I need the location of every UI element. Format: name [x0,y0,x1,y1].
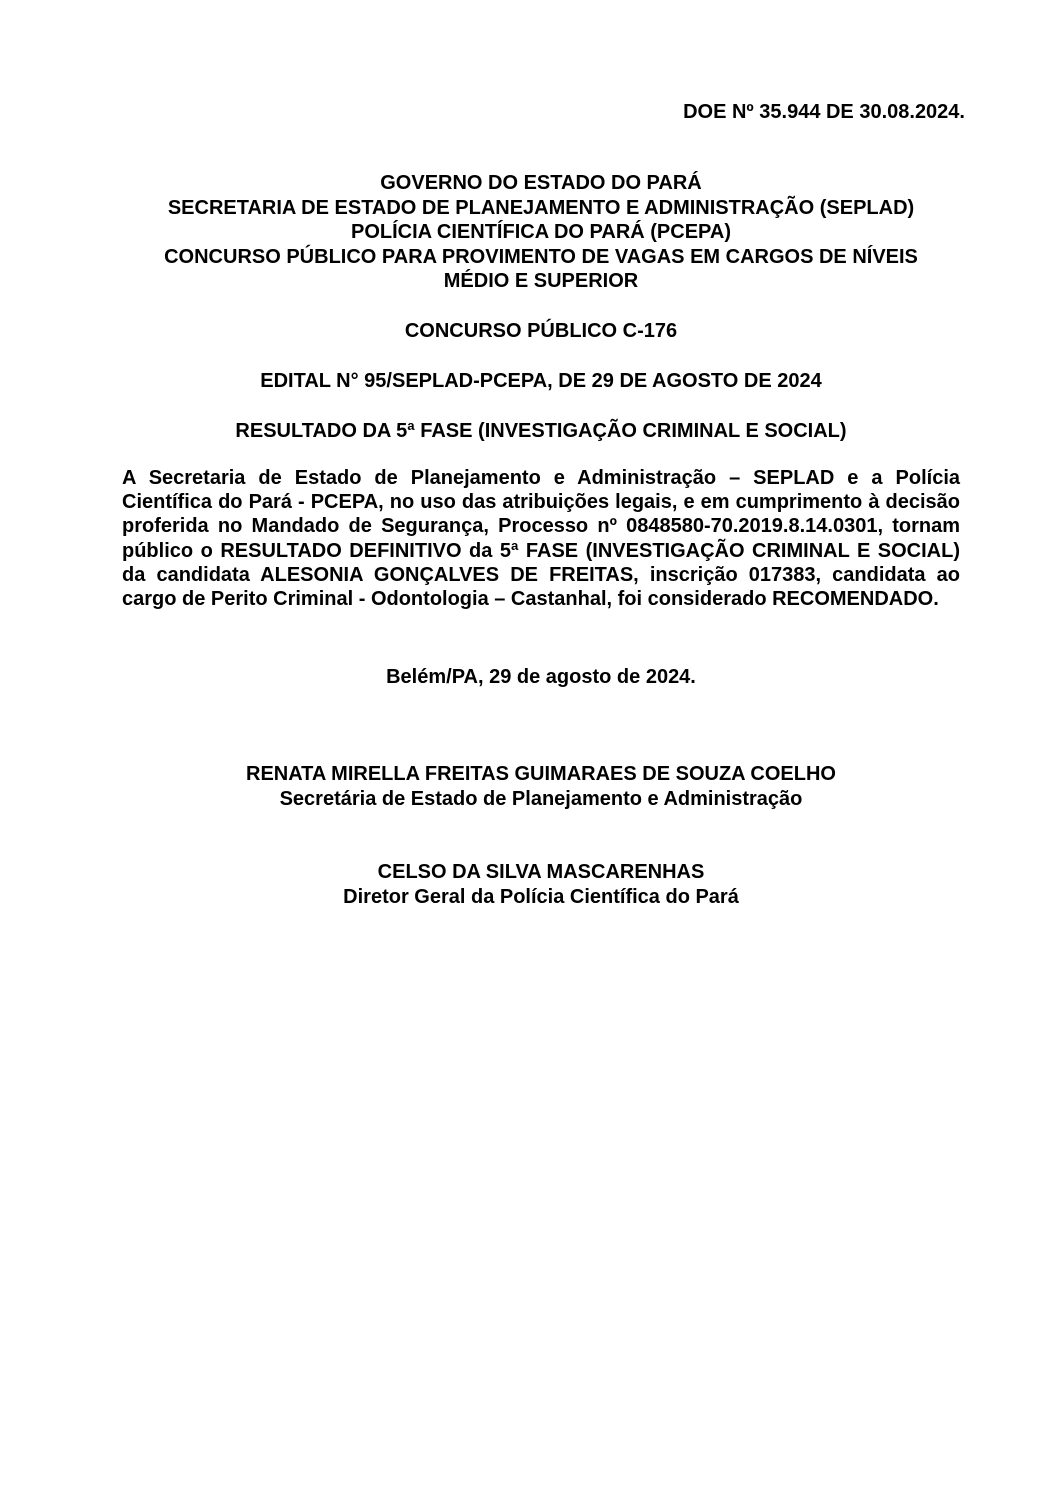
signature-name: RENATA MIRELLA FREITAS GUIMARAES DE SOUZA COELHO [246,763,836,785]
header-secretariat: SECRETARIA DE ESTADO DE PLANEJAMENTO E ADMINISTRAÇÃO (SEPLAD) [167,196,915,219]
document-header [100,171,982,294]
concurso-title: CONCURSO PÚBLICO C-176 [404,320,678,342]
signature-title: Diretor Geral da Polícia Científica do Pará [343,886,739,908]
signature-block-director [100,860,982,910]
edital-title: EDITAL N° 95/SEPLAD-PCEPA, DE 29 DE AGOSTO DE 2024 [260,370,822,392]
doe-reference: DOE Nº 35.944 DE 30.08.2024. [683,101,965,123]
header-government: GOVERNO DO ESTADO DO PARÁ [380,172,702,194]
header-concurso-desc: CONCURSO PÚBLICO PARA PROVIMENTO DE VAGAS EM CARGOS DE NÍVEIS [164,245,918,268]
body-paragraph: A Secretaria de Estado de Planejamento e Administração – SEPLAD e a Polícia Científica do Pará - PCEPA, no uso das atribuições legais, e em cumprimento à decisão proferida no Mandado de Segurança, Processo nº 0848580-70.2019.8.14.0301, tornam público o RESULTADO DEFINITIVO da 5ª FASE (INVESTIGAÇÃO CRIMINAL E SOCIAL) da candidata ALESONIA GONÇALVES DE FREITAS, inscrição 017383, candidata ao cargo de Perito Criminal - Odontologia – Castanhal, foi considerado RECOMENDADO. [122,467,960,611]
header-concurso-desc-cont: MÉDIO E SUPERIOR [443,270,639,292]
signature-block-secretary [100,762,982,812]
place-date: Belém/PA, 29 de agosto de 2024. [386,666,696,688]
resultado-title: RESULTADO DA 5ª FASE (INVESTIGAÇÃO CRIMINAL E SOCIAL) [235,420,847,442]
header-police: POLÍCIA CIENTÍFICA DO PARÁ (PCEPA) [351,221,731,243]
signature-name: CELSO DA SILVA MASCARENHAS [377,861,705,883]
signature-title: Secretária de Estado de Planejamento e Administração [279,788,803,810]
